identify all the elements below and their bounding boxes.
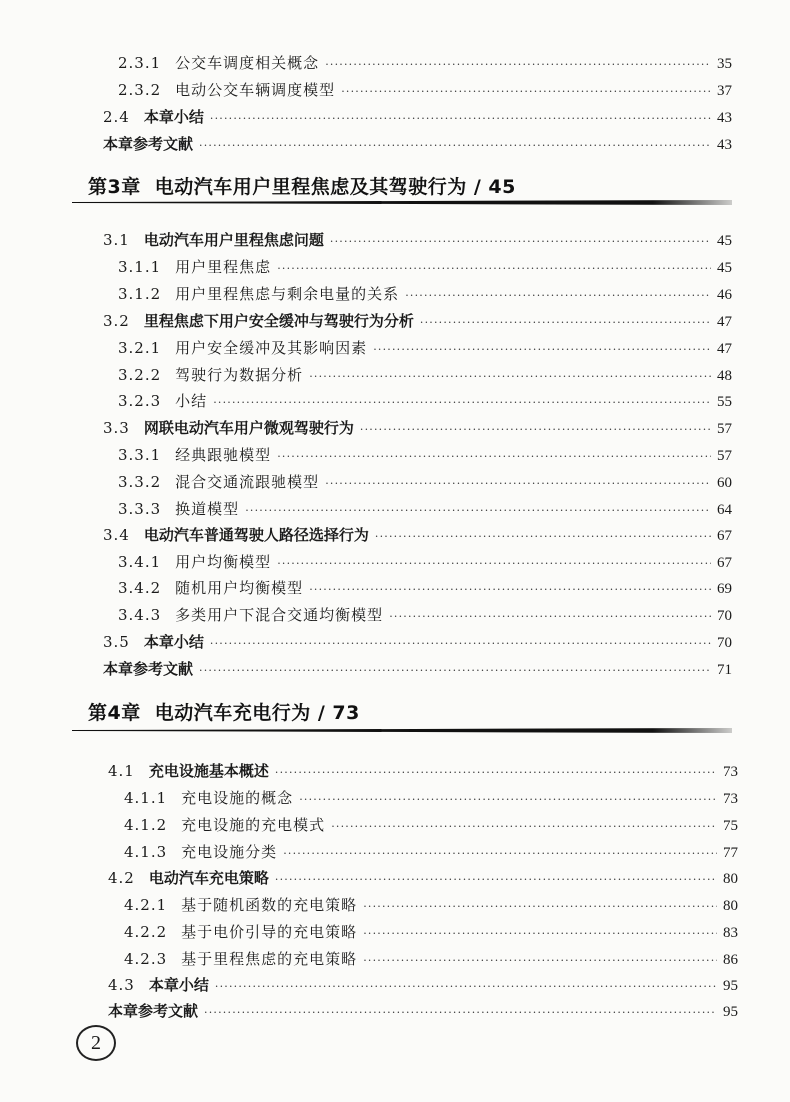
dot-leader bbox=[331, 817, 717, 837]
toc-entry-page: 35 bbox=[717, 56, 732, 72]
toc-entry-page: 45 bbox=[717, 233, 732, 249]
toc-entry bbox=[103, 134, 732, 156]
toc-entry bbox=[124, 842, 738, 864]
dot-leader bbox=[363, 951, 717, 971]
toc-entry-number: 3.2.3 bbox=[118, 392, 162, 410]
toc-entry bbox=[118, 578, 732, 600]
toc-entry-number: 2.3.1 bbox=[118, 54, 162, 72]
chapter-heading bbox=[88, 698, 360, 725]
toc-entry-title: 里程焦虑下用户安全缓冲与驾驶行为分析 bbox=[143, 312, 414, 330]
toc-entry-title: 换道模型 bbox=[175, 500, 240, 518]
toc-entry-title: 充电设施基本概述 bbox=[148, 762, 269, 780]
page-number: 2 bbox=[91, 1031, 101, 1054]
toc-entry-title: 基于随机函数的充电策略 bbox=[181, 896, 358, 914]
toc-entry-title: 基于电价引导的充电策略 bbox=[181, 923, 358, 941]
toc-entry-page: 37 bbox=[717, 83, 732, 99]
dot-leader bbox=[215, 977, 717, 997]
toc-entry-number: 3.3.3 bbox=[118, 500, 162, 518]
toc-entry-number: 3.3.2 bbox=[118, 473, 162, 491]
toc-entry-number: 3.2.2 bbox=[118, 366, 162, 384]
toc-entry-page: 47 bbox=[717, 341, 732, 357]
toc-entry-title: 电动汽车普通驾驶人路径选择行为 bbox=[143, 526, 369, 544]
dot-leader bbox=[213, 393, 711, 413]
dot-leader bbox=[199, 661, 711, 681]
toc-entry-page: 70 bbox=[717, 635, 732, 651]
toc-entry-title: 网联电动汽车用户微观驾驶行为 bbox=[143, 419, 354, 437]
toc-entry-number: 3.5 bbox=[103, 633, 130, 651]
toc-entry-page: 60 bbox=[717, 475, 732, 491]
toc-entry bbox=[108, 761, 738, 783]
toc-entry bbox=[124, 815, 738, 837]
toc-entry-title: 小结 bbox=[175, 392, 208, 410]
dot-leader bbox=[275, 870, 717, 890]
toc-entry-page: 47 bbox=[717, 314, 732, 330]
toc-entry bbox=[118, 80, 732, 102]
toc-entry-page: 64 bbox=[717, 502, 732, 518]
toc-entry-number: 2.3.2 bbox=[118, 81, 162, 99]
toc-entry bbox=[118, 552, 732, 574]
toc-entry-title: 电动汽车用户里程焦虑问题 bbox=[143, 231, 324, 249]
toc-entry-page: 83 bbox=[723, 925, 738, 941]
toc-entry-title: 用户里程焦虑 bbox=[175, 258, 272, 276]
toc-entry-title: 用户安全缓冲及其影响因素 bbox=[175, 339, 368, 357]
toc-entry bbox=[118, 365, 732, 387]
toc-entry bbox=[108, 975, 738, 997]
toc-entry-page: 67 bbox=[717, 555, 732, 571]
toc-entry-number: 3.4.3 bbox=[118, 606, 162, 624]
toc-entry bbox=[118, 391, 732, 413]
toc-entry-page: 48 bbox=[717, 368, 732, 384]
toc-entry-page: 73 bbox=[723, 791, 738, 807]
dot-leader bbox=[389, 607, 711, 627]
dot-leader bbox=[199, 136, 711, 156]
dot-leader bbox=[204, 1003, 717, 1023]
chapter-rule bbox=[72, 200, 732, 205]
toc-entry-page: 70 bbox=[717, 608, 732, 624]
toc-entry-number: 3.1.2 bbox=[118, 285, 162, 303]
toc-entry-page: 69 bbox=[717, 581, 732, 597]
toc-entry bbox=[118, 445, 732, 467]
toc-entry bbox=[124, 895, 738, 917]
toc-entry bbox=[124, 788, 738, 810]
toc-entry-title: 多类用户下混合交通均衡模型 bbox=[175, 606, 384, 624]
toc-entry-title: 公交车调度相关概念 bbox=[175, 54, 320, 72]
toc-entry-page: 80 bbox=[723, 871, 738, 887]
chapter-rule bbox=[72, 728, 732, 733]
toc-entry bbox=[118, 284, 732, 306]
toc-entry-title: 基于里程焦虑的充电策略 bbox=[181, 950, 358, 968]
toc-entry-page: 43 bbox=[717, 137, 732, 153]
toc-entry-title: 本章参考文献 bbox=[108, 1002, 199, 1020]
toc-entry-number: 3.2 bbox=[103, 312, 130, 330]
toc-entry-number: 3.4.2 bbox=[118, 579, 162, 597]
toc-entry-title: 用户均衡模型 bbox=[175, 553, 272, 571]
toc-entry-number: 4.1.1 bbox=[124, 789, 168, 807]
toc-entry bbox=[103, 632, 732, 654]
toc-entry bbox=[124, 949, 738, 971]
dot-leader bbox=[325, 55, 711, 75]
toc-entry-number: 3.3 bbox=[103, 419, 130, 437]
toc-entry-title: 充电设施的概念 bbox=[181, 789, 294, 807]
toc-entry-page: 71 bbox=[717, 662, 732, 678]
dot-leader bbox=[299, 790, 717, 810]
toc-entry-page: 95 bbox=[723, 1004, 738, 1020]
chapter-title: 电动汽车用户里程焦虑及其驾驶行为 / 45 bbox=[154, 176, 516, 198]
toc-entry-number: 4.3 bbox=[108, 976, 135, 994]
toc-entry-page: 73 bbox=[723, 764, 738, 780]
toc-entry-title: 本章小结 bbox=[143, 633, 204, 651]
toc-entry-title: 混合交通流跟驰模型 bbox=[175, 473, 320, 491]
toc-entry-title: 电动公交车辆调度模型 bbox=[175, 81, 336, 99]
toc-entry-page: 46 bbox=[717, 287, 732, 303]
toc-entry-number: 2.4 bbox=[103, 108, 130, 126]
toc-entry-page: 80 bbox=[723, 898, 738, 914]
chapter-heading bbox=[88, 172, 516, 199]
dot-leader bbox=[277, 447, 711, 467]
toc-entry-title: 驾驶行为数据分析 bbox=[175, 366, 304, 384]
toc-entry bbox=[108, 1001, 738, 1023]
toc-entry-title: 随机用户均衡模型 bbox=[175, 579, 304, 597]
toc-entry-title: 本章小结 bbox=[148, 976, 209, 994]
toc-entry-number: 4.2.1 bbox=[124, 896, 168, 914]
dot-leader bbox=[420, 313, 711, 333]
toc-entry-title: 本章小结 bbox=[143, 108, 204, 126]
toc-entry bbox=[118, 257, 732, 279]
toc-entry-number: 4.1.3 bbox=[124, 843, 168, 861]
dot-leader bbox=[210, 109, 711, 129]
toc-entry-page: 45 bbox=[717, 260, 732, 276]
toc-entry-number: 3.1 bbox=[103, 231, 130, 249]
dot-leader bbox=[375, 527, 711, 547]
dot-leader bbox=[277, 259, 711, 279]
toc-entry-number: 4.1.2 bbox=[124, 816, 168, 834]
toc-entry-number: 4.1 bbox=[108, 762, 135, 780]
toc-entry bbox=[103, 659, 732, 681]
toc-entry-title: 经典跟驰模型 bbox=[175, 446, 272, 464]
toc-entry-page: 95 bbox=[723, 978, 738, 994]
dot-leader bbox=[363, 897, 717, 917]
toc-entry-number: 4.2 bbox=[108, 869, 135, 887]
dot-leader bbox=[210, 634, 711, 654]
toc-entry bbox=[118, 53, 732, 75]
toc-entry-page: 57 bbox=[717, 448, 732, 464]
toc-entry-title: 充电设施分类 bbox=[181, 843, 278, 861]
dot-leader bbox=[341, 82, 711, 102]
toc-entry bbox=[124, 922, 738, 944]
toc-entry-number: 3.4.1 bbox=[118, 553, 162, 571]
page-number-badge bbox=[76, 1025, 116, 1061]
toc-entry-page: 55 bbox=[717, 394, 732, 410]
toc-entry-title: 用户里程焦虑与剩余电量的关系 bbox=[175, 285, 400, 303]
toc-entry bbox=[118, 338, 732, 360]
chapter-title: 电动汽车充电行为 / 73 bbox=[154, 702, 360, 724]
toc-entry-number: 3.4 bbox=[103, 526, 130, 544]
toc-entry bbox=[118, 472, 732, 494]
toc-entry-title: 充电设施的充电模式 bbox=[181, 816, 326, 834]
toc-entry bbox=[118, 499, 732, 521]
chapter-label: 第3章 bbox=[88, 176, 141, 198]
toc-entry-number: 4.2.3 bbox=[124, 950, 168, 968]
toc-entry-title: 电动汽车充电策略 bbox=[148, 869, 269, 887]
toc-entry bbox=[103, 418, 732, 440]
toc-entry bbox=[103, 107, 732, 129]
toc-entry-title: 本章参考文献 bbox=[103, 135, 194, 153]
dot-leader bbox=[245, 501, 711, 521]
toc-entry-page: 57 bbox=[717, 421, 732, 437]
dot-leader bbox=[283, 844, 717, 864]
dot-leader bbox=[330, 232, 711, 252]
dot-leader bbox=[405, 286, 711, 306]
dot-leader bbox=[309, 367, 711, 387]
toc-entry-number: 3.3.1 bbox=[118, 446, 162, 464]
toc-entry-number: 3.1.1 bbox=[118, 258, 162, 276]
dot-leader bbox=[309, 580, 711, 600]
dot-leader bbox=[277, 554, 711, 574]
dot-leader bbox=[275, 763, 717, 783]
toc-entry-title: 本章参考文献 bbox=[103, 660, 194, 678]
toc-entry bbox=[103, 311, 732, 333]
toc-entry-page: 43 bbox=[717, 110, 732, 126]
toc-entry-number: 4.2.2 bbox=[124, 923, 168, 941]
toc-entry-number: 3.2.1 bbox=[118, 339, 162, 357]
dot-leader bbox=[325, 474, 711, 494]
toc-entry bbox=[103, 525, 732, 547]
toc-entry bbox=[118, 605, 732, 627]
toc-entry-page: 67 bbox=[717, 528, 732, 544]
toc-entry-page: 77 bbox=[723, 845, 738, 861]
chapter-label: 第4章 bbox=[88, 702, 141, 724]
dot-leader bbox=[363, 924, 717, 944]
toc-entry-page: 75 bbox=[723, 818, 738, 834]
dot-leader bbox=[360, 420, 711, 440]
dot-leader bbox=[373, 340, 711, 360]
toc-entry-page: 86 bbox=[723, 952, 738, 968]
toc-entry bbox=[103, 230, 732, 252]
toc-entry bbox=[108, 868, 738, 890]
